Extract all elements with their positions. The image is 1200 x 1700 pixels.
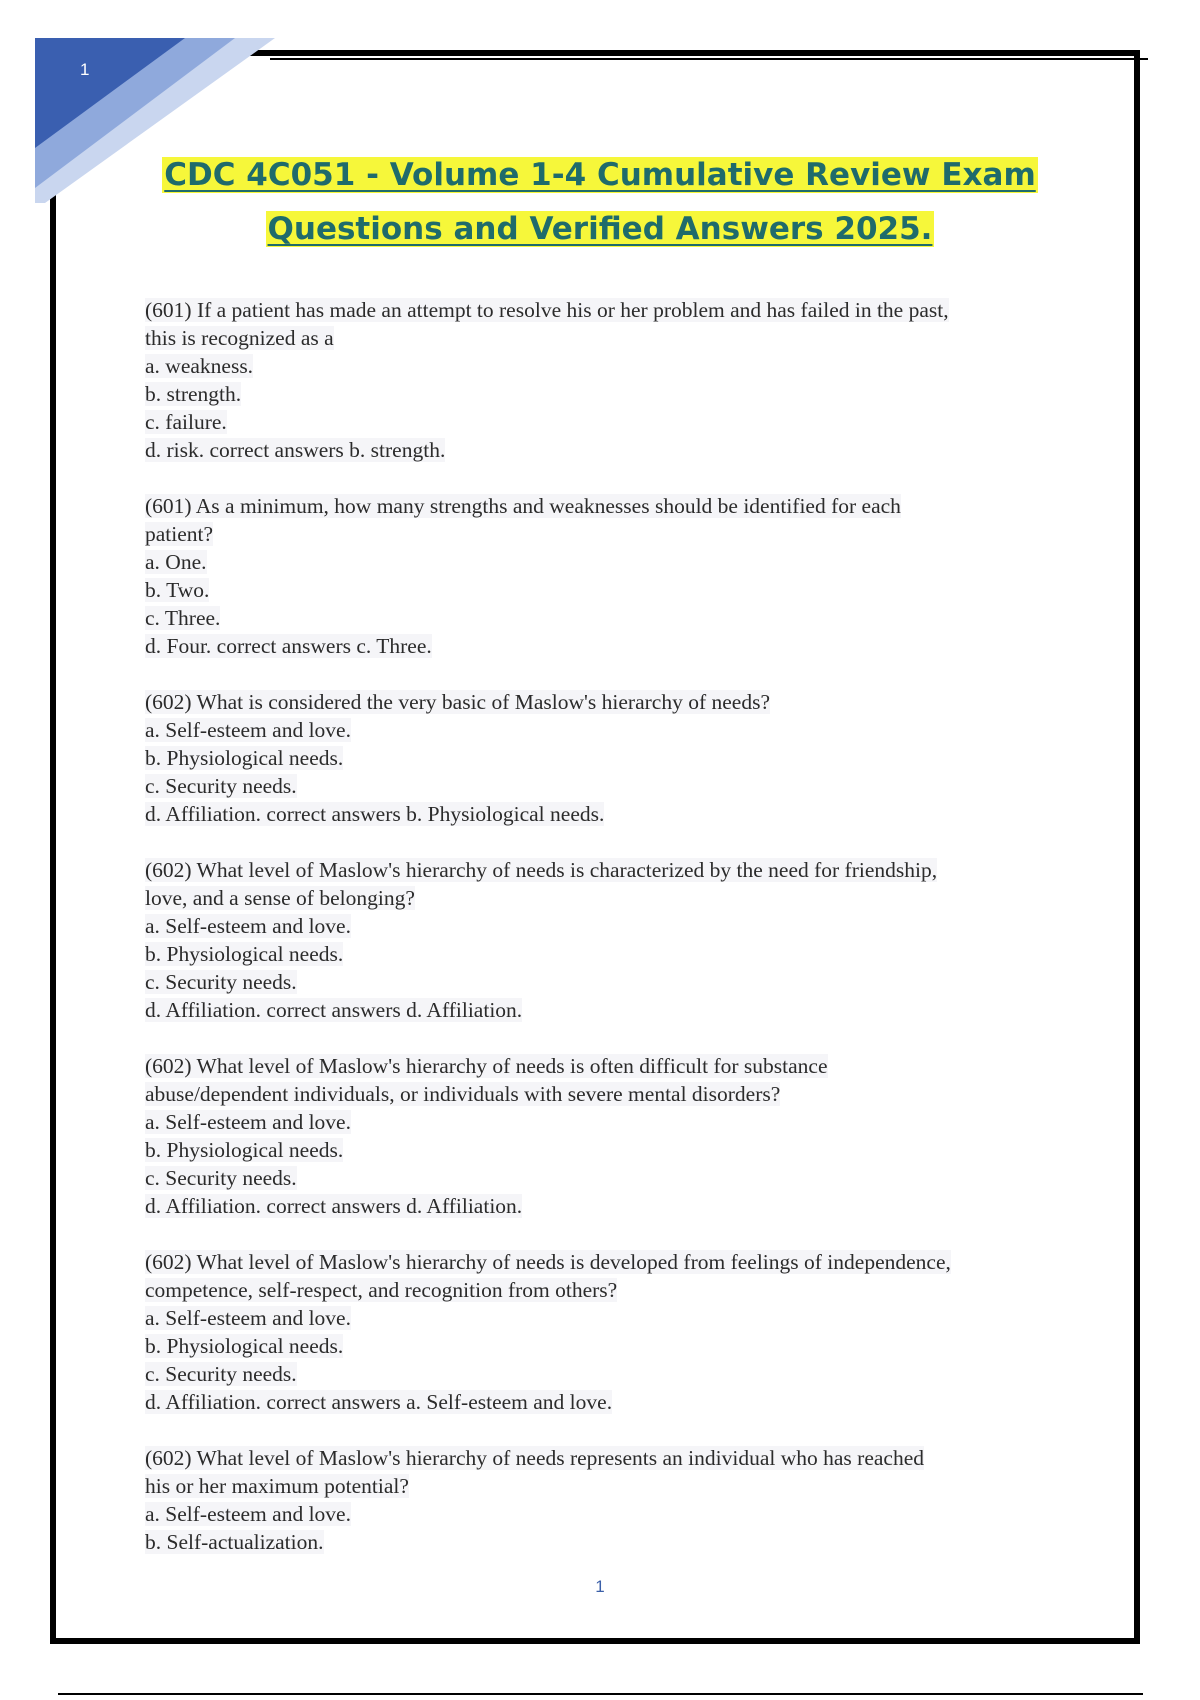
question-text-line: abuse/dependent individuals, or individuals with severe mental disorders? [145,1082,781,1106]
answer-option [145,912,1075,940]
question-block [145,296,1075,464]
question-text [145,856,1075,884]
answer-option [145,1108,1075,1136]
answer-option-text: c. Security needs. [145,1362,297,1386]
question-text-line: love, and a sense of belonging? [145,886,415,910]
question-text [145,1052,1075,1080]
question-text-line: (602) What is considered the very basic of Maslow's hierarchy of needs? [145,690,770,714]
answer-option-text: c. Security needs. [145,1166,297,1190]
question-text [145,324,1075,352]
question-text [145,1248,1075,1276]
correct-answer-text: d. Affiliation. correct answers d. Affiliation. [145,1194,523,1218]
question-block [145,1052,1075,1220]
question-text [145,1276,1075,1304]
answer-option-text: c. Security needs. [145,970,297,994]
question-text [145,1472,1075,1500]
question-text [145,884,1075,912]
answer-option-text: a. Self-esteem and love. [145,914,351,938]
top-rule [270,58,1148,60]
answer-option-with-correct-answer [145,1192,1075,1220]
answer-option [145,716,1075,744]
question-block [145,1444,1075,1556]
answer-option-text: b. Physiological needs. [145,942,344,966]
answer-option [145,1304,1075,1332]
bottom-rule [58,1693,1143,1695]
question-text [145,1444,1075,1472]
answer-option-text: b. strength. [145,382,242,406]
answer-option-text: a. Self-esteem and love. [145,1306,351,1330]
answer-option [145,1164,1075,1192]
answer-option [145,1360,1075,1388]
correct-answer-text: d. Affiliation. correct answers b. Physiological needs. [145,802,605,826]
question-block [145,856,1075,1024]
question-block [145,492,1075,660]
corner-page-number: 1 [80,60,90,79]
answer-option [145,744,1075,772]
answer-option [145,576,1075,604]
answer-option [145,548,1075,576]
question-text-line: patient? [145,522,214,546]
question-text-line: (602) What level of Maslow's hierarchy of needs is often difficult for substance [145,1054,828,1078]
question-text-line: (601) If a patient has made an attempt to resolve his or her problem and has failed in the past, [145,298,949,322]
question-block [145,1248,1075,1416]
question-text [145,1080,1075,1108]
answer-option-with-correct-answer [145,800,1075,828]
answer-option-text: c. Security needs. [145,774,297,798]
question-text [145,296,1075,324]
question-text-line: his or her maximum potential? [145,1474,409,1498]
question-block [145,688,1075,828]
answer-option-text: b. Two. [145,578,210,602]
answer-option [145,940,1075,968]
answer-option [145,380,1075,408]
question-text-line: (602) What level of Maslow's hierarchy of needs is characterized by the need for friendship, [145,858,938,882]
footer-page-number: 1 [595,1577,605,1596]
correct-answer-text: d. Affiliation. correct answers d. Affiliation. [145,998,523,1022]
answer-option-text: a. Self-esteem and love. [145,1110,351,1134]
question-text-line: (602) What level of Maslow's hierarchy of needs represents an individual who has reached [145,1446,925,1470]
question-text-line: (602) What level of Maslow's hierarchy of needs is developed from feelings of independence, [145,1250,951,1274]
answer-option [145,1136,1075,1164]
question-text-line: this is recognized as a [145,326,334,350]
answer-option-text: c. failure. [145,410,227,434]
question-list [145,296,1075,1584]
answer-option-text: a. weakness. [145,354,254,378]
correct-answer-text: d. risk. correct answers b. strength. [145,438,446,462]
answer-option [145,352,1075,380]
answer-option-with-correct-answer [145,632,1075,660]
answer-option-with-correct-answer [145,1388,1075,1416]
question-text [145,520,1075,548]
answer-option-text: b. Physiological needs. [145,746,344,770]
answer-option [145,408,1075,436]
answer-option-text: b. Physiological needs. [145,1138,344,1162]
answer-option [145,604,1075,632]
document-title [100,148,1100,256]
answer-option-text: a. Self-esteem and love. [145,718,351,742]
answer-option-text: a. Self-esteem and love. [145,1502,351,1526]
answer-option-with-correct-answer [145,436,1075,464]
answer-option [145,1332,1075,1360]
question-text [145,492,1075,520]
answer-option-text: b. Self-actualization. [145,1530,324,1554]
correct-answer-text: d. Affiliation. correct answers a. Self-esteem and love. [145,1390,613,1414]
correct-answer-text: d. Four. correct answers c. Three. [145,634,432,658]
answer-option-text: a. One. [145,550,207,574]
answer-option [145,1528,1075,1556]
title-line-1: CDC 4C051 - Volume 1-4 Cumulative Review Exam [164,157,1036,193]
question-text [145,688,1075,716]
question-text-line: (601) As a minimum, how many strengths and weaknesses should be identified for each [145,494,901,518]
title-line-2: Questions and Verified Answers 2025. [267,211,933,247]
answer-option-text: b. Physiological needs. [145,1334,344,1358]
answer-option [145,772,1075,800]
question-text-line: competence, self-respect, and recognition from others? [145,1278,618,1302]
answer-option [145,1500,1075,1528]
answer-option-with-correct-answer [145,996,1075,1024]
answer-option-text: c. Three. [145,606,221,630]
answer-option [145,968,1075,996]
